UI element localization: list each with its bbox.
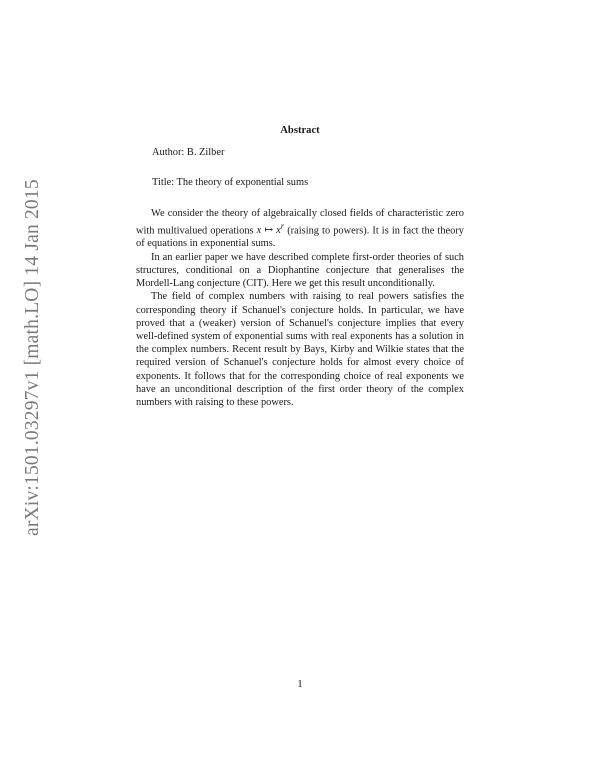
page-number: 1 (297, 678, 303, 690)
author-line: Author: B. Zilber (152, 147, 225, 159)
abstract-section (136, 124, 464, 409)
raising-to-powers-formula (256, 220, 285, 237)
paragraph-1-text-start: We consider the theory of algebraically closed fields of characteristic zero with multivalued operations (136, 207, 464, 237)
abstract-body (136, 207, 464, 410)
abstract-paragraph-2: In an earlier paper we have described complete first-order theories of such structures, conditional on a Diophantine conjecture that generalises the Mordell-Lang conjecture (CIT). Here we get this result unconditionally. (136, 251, 464, 290)
arxiv-identifier-stamp: arXiv:1501.03297v1 [math.LO] 14 Jan 2015 (22, 179, 43, 536)
abstract-paragraph-1 (136, 207, 464, 251)
title-line: Title: The theory of exponential sums (152, 177, 309, 189)
formula-exponent: r (280, 220, 285, 231)
abstract-paragraph-3: The field of complex numbers with raising to real powers satisfies the corresponding theory if Schanuel's conjecture holds. In particular, we have proved that a (weaker) version of Schanuel's conjecture implies that every well-defined system of exponential sums with real exponents has a solution in the complex numbers. Recent result by Bays, Kirby and Wilkie states that the required version of Schanuel's conjecture holds for almost every choice of exponents. It follows that for the corresponding choice of real exponents we have an unconditional description of the first order theory of the complex numbers with raising to these powers. (136, 291, 464, 408)
abstract-heading: Abstract (280, 125, 320, 136)
paragraph-1-text-end: (raising to powers). It is in fact the theory of equations in exponential sums. (136, 225, 464, 250)
formula-base: x ↦ x (256, 225, 281, 237)
